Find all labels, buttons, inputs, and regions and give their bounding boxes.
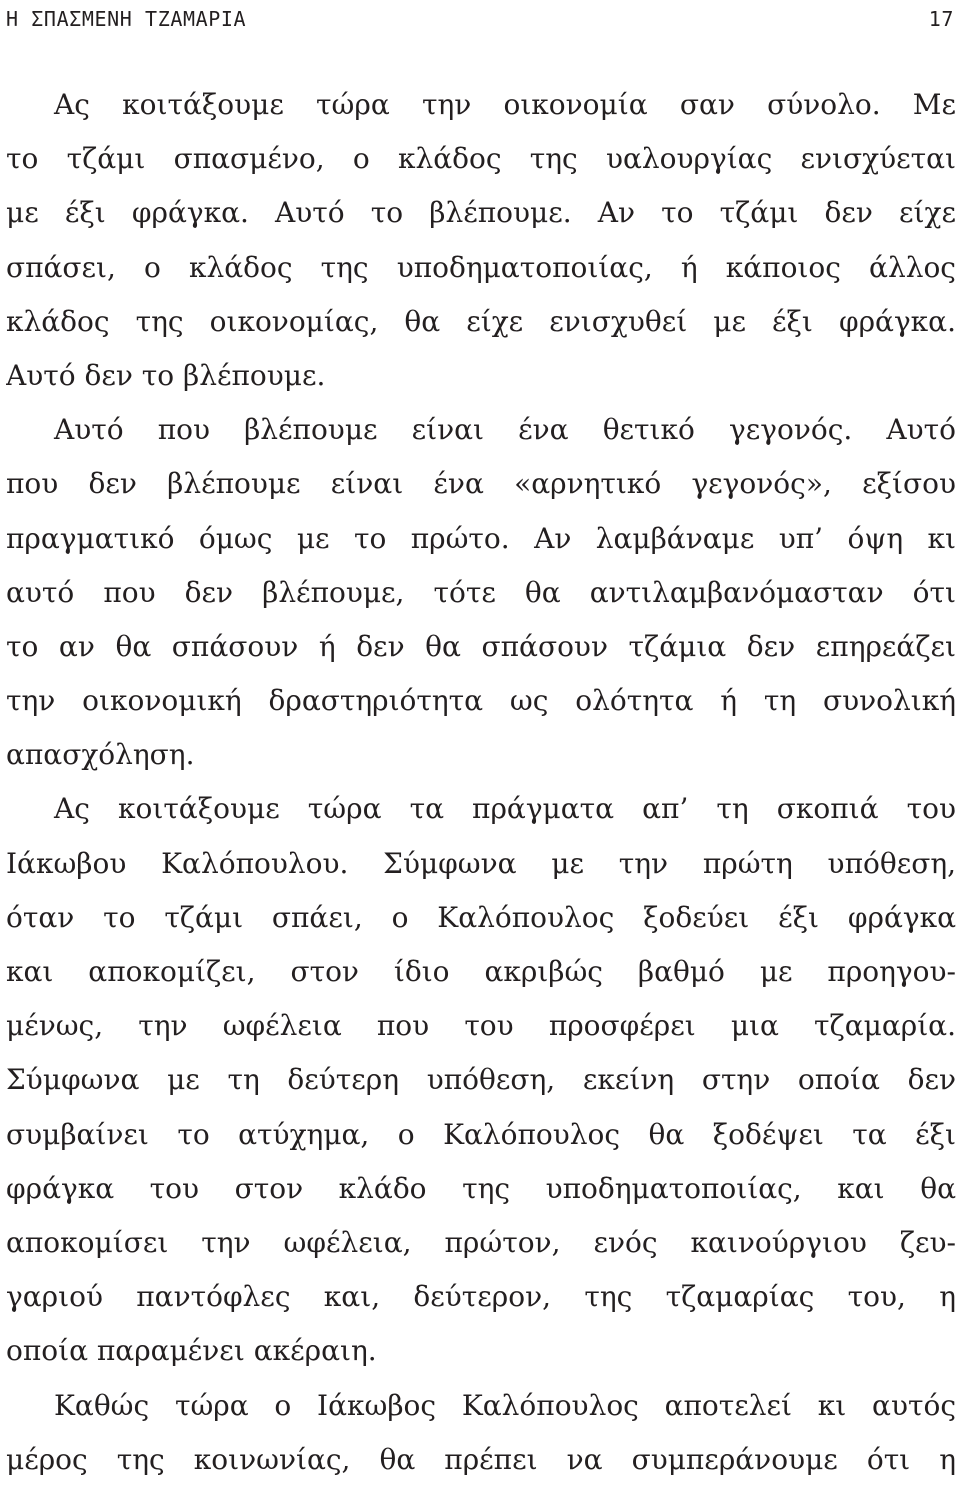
- text-line: απασχόληση.: [6, 738, 195, 772]
- text-line: συμβαίνει το ατύχημα, ο Καλόπουλος θα ξοδέψει τα έξι: [6, 1117, 956, 1151]
- text-line: μέρος της κοινωνίας, θα πρέπει να συμπεράνουμε ότι η: [6, 1442, 956, 1476]
- text-line: Αυτό που βλέπουμε είναι ένα θετικό γεγονός. Αυτό: [54, 413, 956, 447]
- text-line: Σύμφωνα με τη δεύτερη υπόθεση, εκείνη στην οποία δεν: [6, 1063, 956, 1097]
- text-line: κλάδος της οικονομίας, θα είχε ενισχυθεί με έξι φράγκα.: [6, 304, 956, 338]
- text-line: σπάσει, ο κλάδος της υποδηματοποιίας, ή κάποιος άλλος: [6, 250, 956, 284]
- text-line: και αποκομίζει, στον ίδιο ακριβώς βαθμό με προηγου-: [6, 955, 956, 988]
- text-line: Ιάκωβου Καλόπουλου. Σύμφωνα με την πρώτη υπόθεση,: [6, 846, 956, 880]
- running-title: Η ΣΠΑΣΜΕΝΗ ΤΖΑΜΑΡΙΑ: [6, 7, 247, 31]
- text-line: το τζάμι σπασμένο, ο κλάδος της υαλουργίας ενισχύεται: [6, 142, 956, 176]
- text-line: γαριού παντόφλες και, δεύτερον, της τζαμαρίας του, η: [6, 1280, 956, 1314]
- running-header: [6, 6, 954, 32]
- text-line: που δεν βλέπουμε είναι ένα «αρνητικό γεγονός», εξίσου: [6, 467, 956, 501]
- body-text: [6, 78, 956, 1487]
- text-line: με έξι φράγκα. Αυτό το βλέπουμε. Αν το τζάμι δεν είχε: [6, 196, 956, 230]
- text-line: την οικονομική δραστηριότητα ως ολότητα ή τη συνολική: [6, 684, 956, 718]
- text-line: Ας κοιτάξουμε τώρα τα πράγματα απ’ τη σκοπιά του: [54, 792, 956, 826]
- text-line: Καθώς τώρα ο Ιάκωβος Καλόπουλος αποτελεί κι αυτός: [54, 1388, 956, 1422]
- text-line: Αυτό δεν το βλέπουμε.: [6, 358, 326, 392]
- text-line: το αν θα σπάσουν ή δεν θα σπάσουν τζάμια δεν επηρεάζει: [6, 629, 956, 663]
- page-number: 17: [928, 7, 954, 31]
- text-line: οποία παραμένει ακέραιη.: [6, 1334, 377, 1368]
- text-line: μένως, την ωφέλεια που του προσφέρει μια τζαμαρία.: [6, 1009, 956, 1043]
- text-line: όταν το τζάμι σπάει, ο Καλόπουλος ξοδεύει έξι φράγκα: [6, 900, 956, 934]
- text-line: φράγκα του στον κλάδο της υποδηματοποιίας, και θα: [6, 1171, 956, 1205]
- text-line: Ας κοιτάξουμε τώρα την οικονομία σαν σύνολο. Με: [54, 88, 956, 121]
- text-line: πραγματικό όμως με το πρώτο. Αν λαμβάναμε υπ’ όψη κι: [6, 521, 956, 555]
- text-line: αποκομίσει την ωφέλεια, πρώτον, ενός καινούργιου ζευ-: [6, 1225, 956, 1259]
- text-line: αυτό που δεν βλέπουμε, τότε θα αντιλαμβανόμασταν ότι: [6, 575, 956, 609]
